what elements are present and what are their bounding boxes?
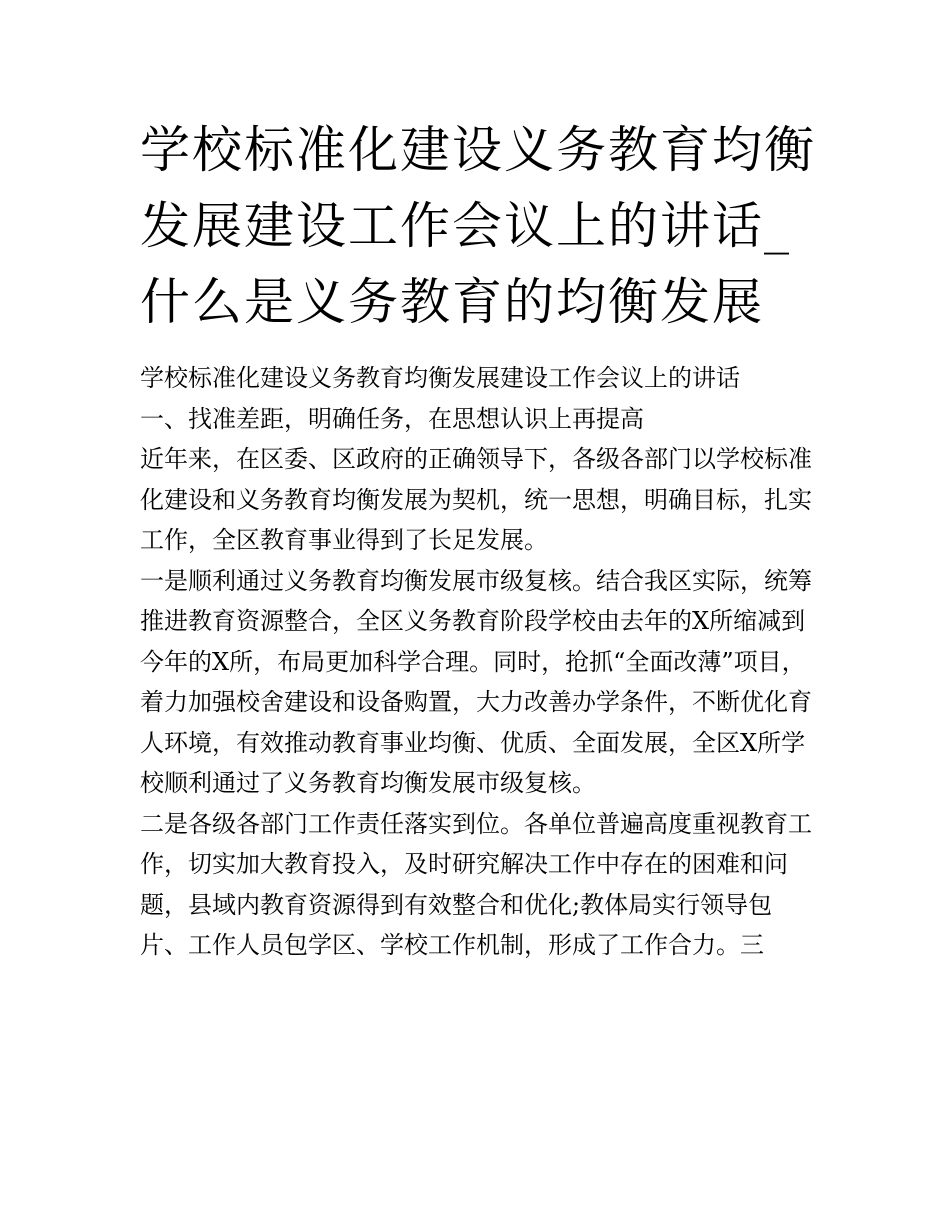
paragraph-2: 一是顺利通过义务教育均衡发展市级复核。结合我区实际，统筹推进教育资源整合，全区义务教育阶段学校由去年的X所缩减到今年的X所，布局更加科学合理。同时，抢抓“全面改薄”项目，着力加强校舍建设和设备购置，大力改善办学条件，不断优化育人环境，有效推动教育事业均衡、优质、全面发展，全区X所学校顺利通过了义务教育均衡发展市级复核。 xyxy=(140,566,812,797)
document-subtitle: 学校标准化建设义务教育均衡发展建设工作会议上的讲话 xyxy=(140,364,740,392)
section-heading: 一、找准差距，明确任务，在思想认识上再提高 xyxy=(140,404,644,433)
paragraph-3: 二是各级各部门工作责任落实到位。各单位普遍高度重视教育工作，切实加大教育投入，及时研究解决工作中存在的困难和问题，县域内教育资源得到有效整合和优化;教体局实行领导包片、工作人员包学区、学校工作机制，形成了工作合力。三 xyxy=(140,809,812,959)
document-title: 学校标准化建设义务教育均衡发展建设工作会议上的讲话_什么是义务教育的均衡发展 xyxy=(140,121,816,331)
paragraph-1: 近年来，在区委、区政府的正确领导下，各级各部门以学校标准化建设和义务教育均衡发展为契机，统一思想，明确目标，扎实工作，全区教育事业得到了长足发展。 xyxy=(140,445,812,554)
document-body xyxy=(140,358,820,966)
